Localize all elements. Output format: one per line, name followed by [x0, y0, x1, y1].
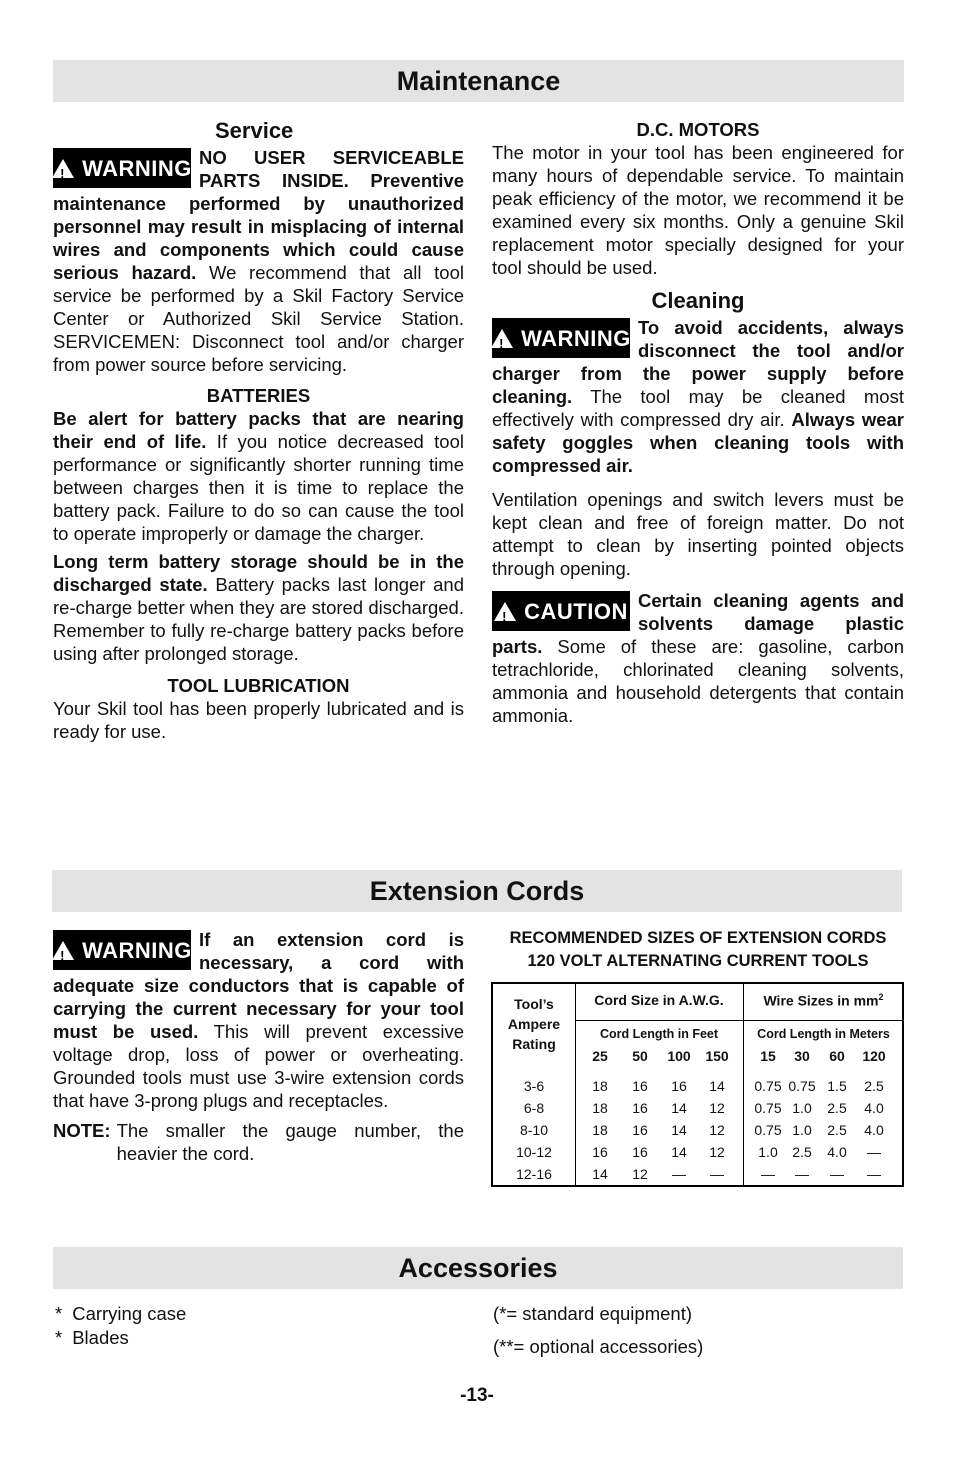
accessories-legend	[493, 1302, 703, 1359]
accessory-blades: Blades	[72, 1327, 129, 1348]
awg-cell: 14	[709, 1078, 725, 1094]
awg-cell: 14	[671, 1122, 687, 1138]
legend-optional: (**= optional accessories)	[493, 1336, 704, 1357]
mm-cell: 1.0	[792, 1100, 812, 1116]
mm-cell: 2.5	[827, 1122, 847, 1138]
ampere-rating-cell: 8-10	[519, 1122, 549, 1138]
awg-cell: —	[672, 1166, 686, 1182]
cleaning-goggles-text: Always wear safety goggles when cleaning tools with compressed air.	[492, 409, 904, 476]
awg-cell: 18	[592, 1100, 608, 1116]
bullet: *	[55, 1303, 63, 1324]
service-paragraph	[53, 146, 464, 376]
mm-cell: 0.75	[788, 1078, 816, 1094]
cleaning-p1-text: The tool may be cleaned most effectively with compressed dry air.	[492, 386, 904, 430]
mm-cell: 1.0	[758, 1144, 778, 1160]
ampere-rating-cell: 10-12	[516, 1144, 552, 1160]
ampere-rating-header	[493, 994, 575, 1054]
extension-cord-table	[491, 982, 904, 1187]
mm-header-sup: 2	[878, 992, 884, 1002]
service-body-text: We recommend that all tool service be performed by a Skil Factory Service Center or Authorized Skil Service Station. SERVICEMEN: Disconnect tool and/or charger from power source before servicing.	[53, 262, 464, 375]
alert-triangle-icon	[52, 941, 74, 960]
mm-header	[743, 992, 904, 1009]
cleaning-paragraph-2: Ventilation openings and switch levers must be kept clean and free of foreign matter. Do not attempt to clean by inserting pointed objects through opening.	[492, 489, 904, 579]
list-item	[55, 1302, 186, 1326]
feet-col-header: 50	[632, 1048, 648, 1064]
meters-header: Cord Length in Meters	[757, 1027, 890, 1041]
mm-cell: 0.75	[754, 1078, 782, 1094]
mm-cell: —	[867, 1166, 881, 1182]
meter-col-header: 30	[794, 1048, 810, 1064]
mm-cell: —	[761, 1166, 775, 1182]
awg-cell: 16	[671, 1078, 687, 1094]
motors-heading: D.C. MOTORS	[636, 119, 760, 140]
caution-label: CAUTION	[524, 598, 628, 624]
header-line: Rating	[512, 1036, 556, 1052]
meter-col-header: 15	[760, 1048, 776, 1064]
cleaning-warning-text: To avoid accidents, always disconnect the tool and/or charger from the power supply before cleaning.	[492, 317, 904, 407]
accessories-banner	[53, 1247, 903, 1289]
mm-cell: 0.75	[754, 1122, 782, 1138]
bullet: *	[55, 1327, 63, 1348]
extension-paragraph	[53, 928, 464, 1112]
table-divider	[575, 984, 576, 1185]
cleaning-paragraph-3	[492, 589, 904, 727]
mm-cell: 4.0	[864, 1122, 884, 1138]
motors-text: The motor in your tool has been engineered for many hours of dependable service. To maintain peak efficiency of the motor, we recommend it be examined every six months. Only a genuine Skil replacement motor specially designed for your tool should be used.	[492, 142, 904, 278]
alert-triangle-icon	[491, 329, 513, 348]
service-heading: Service	[215, 118, 294, 143]
batteries-heading: BATTERIES	[206, 385, 311, 406]
mm-cell: —	[795, 1166, 809, 1182]
batteries-p2-text: Battery packs last longer and re-charge better when they are stored discharged. Remember to fully re-charge battery packs before using after prolonged storage.	[53, 574, 464, 664]
batteries-p1-text: If you notice decreased tool performance or significantly shorter running time between charges then it is time to replace the battery pack. Failure to do so can cause the tool to operate improperly or damage the charger.	[53, 431, 464, 544]
lubrication-text: Your Skil tool has been properly lubricated and is ready for use.	[53, 698, 464, 742]
accessory-carrying-case: Carrying case	[72, 1303, 187, 1324]
mm-cell: 2.5	[792, 1144, 812, 1160]
motors-cleaning-section	[492, 118, 904, 727]
awg-cell: 14	[592, 1166, 608, 1182]
awg-header: Cord Size in A.W.G.	[594, 992, 724, 1008]
awg-cell: 12	[709, 1144, 725, 1160]
awg-cell: 12	[709, 1100, 725, 1116]
mm-cell: 4.0	[864, 1100, 884, 1116]
awg-cell: 18	[592, 1122, 608, 1138]
batteries-paragraph-1	[53, 407, 464, 545]
warning-label: WARNING	[521, 325, 631, 351]
awg-cell: 16	[592, 1144, 608, 1160]
note-text: The smaller the gauge number, the heavier the cord.	[116, 1120, 464, 1164]
legend-standard: (*= standard equipment)	[493, 1303, 692, 1324]
awg-cell: 16	[632, 1122, 648, 1138]
meter-col-header: 120	[862, 1048, 886, 1064]
batteries-p1-bold: Be alert for battery packs that are nearing their end of life.	[53, 408, 464, 452]
mm-cell: 1.0	[792, 1122, 812, 1138]
service-section	[53, 118, 464, 743]
caution-text: Certain cleaning agents and solvents damage plastic parts.	[492, 590, 904, 657]
warning-label: WARNING	[82, 937, 192, 963]
awg-cell: 16	[632, 1100, 648, 1116]
warning-label: WARNING	[82, 155, 192, 181]
header-line: Ampere	[507, 1016, 561, 1032]
extension-warning-text: If an extension cord is necessary, a cord with adequate size conductors that is capable of carrying the current necessary for your tool must be used.	[53, 929, 464, 1042]
caution-badge	[492, 591, 630, 631]
awg-cell: —	[710, 1166, 724, 1182]
ampere-rating-cell: 12-16	[516, 1166, 552, 1182]
mm-cell: 0.75	[754, 1100, 782, 1116]
awg-cell: 12	[709, 1122, 725, 1138]
feet-header: Cord Length in Feet	[599, 1027, 719, 1041]
extension-warning-badge	[53, 930, 191, 970]
cleaning-warning-badge	[492, 318, 630, 358]
feet-col-header: 100	[667, 1048, 691, 1064]
caution-body-text: Some of these are: gasoline, carbon tetrachloride, chlorinated cleaning solvents, ammonia and household detergents that contain ammonia.	[492, 636, 904, 726]
ampere-rating-cell: 3-6	[523, 1078, 545, 1094]
mm-cell: —	[830, 1166, 844, 1182]
table-divider	[575, 1020, 902, 1021]
mm-cell: 4.0	[827, 1144, 847, 1160]
accessories-title: Accessories	[398, 1252, 558, 1283]
cleaning-heading: Cleaning	[651, 288, 745, 313]
meter-col-header: 60	[829, 1048, 845, 1064]
table-title-line-2: 120 VOLT ALTERNATING CURRENT TOOLS	[527, 952, 869, 970]
table-divider	[743, 984, 744, 1185]
awg-cell: 16	[632, 1144, 648, 1160]
extension-banner	[52, 870, 902, 912]
note-label: NOTE:	[53, 1120, 111, 1141]
maintenance-title: Maintenance	[396, 65, 561, 96]
table-title	[480, 927, 916, 973]
mm-cell: —	[867, 1144, 881, 1160]
maintenance-banner	[53, 60, 904, 102]
accessories-list	[55, 1302, 186, 1350]
table-title-line-1: RECOMMENDED SIZES OF EXTENSION CORDS	[509, 929, 887, 947]
mm-cell: 2.5	[864, 1078, 884, 1094]
batteries-p2-bold: Long term battery storage should be in the discharged state.	[53, 551, 464, 595]
alert-triangle-icon	[52, 159, 74, 178]
awg-cell: 16	[632, 1078, 648, 1094]
lubrication-heading: TOOL LUBRICATION	[167, 675, 350, 696]
ampere-rating-cell: 6-8	[523, 1100, 545, 1116]
page-number: -13-	[460, 1385, 494, 1406]
mm-cell: 1.5	[827, 1078, 847, 1094]
list-item	[55, 1326, 186, 1350]
feet-col-header: 25	[592, 1048, 608, 1064]
extension-title: Extension Cords	[369, 875, 585, 906]
extension-body-text: This will prevent excessive voltage drop, loss of power or overheating. Grounded tools must use 3-wire extension cords that have 3-prong plugs and receptacles.	[53, 1021, 464, 1111]
awg-cell: 12	[632, 1166, 648, 1182]
batteries-paragraph-2	[53, 550, 464, 665]
service-warning-badge	[53, 148, 191, 188]
awg-cell: 18	[592, 1078, 608, 1094]
mm-cell: 2.5	[827, 1100, 847, 1116]
alert-triangle-icon	[494, 602, 516, 621]
header-line: Tool’s	[514, 996, 554, 1012]
cleaning-paragraph-1	[492, 316, 904, 477]
awg-cell: 14	[671, 1100, 687, 1116]
extension-section	[53, 928, 464, 1165]
service-warning-text: NO USER SERVICEABLE PARTS INSIDE. Preventive maintenance performed by unauthorized personnel may result in misplacing of internal wires and components which could cause serious hazard.	[53, 147, 464, 283]
note	[53, 1119, 464, 1165]
awg-cell: 14	[671, 1144, 687, 1160]
feet-col-header: 150	[705, 1048, 729, 1064]
mm-header-text: Wire Sizes in mm	[763, 992, 879, 1009]
